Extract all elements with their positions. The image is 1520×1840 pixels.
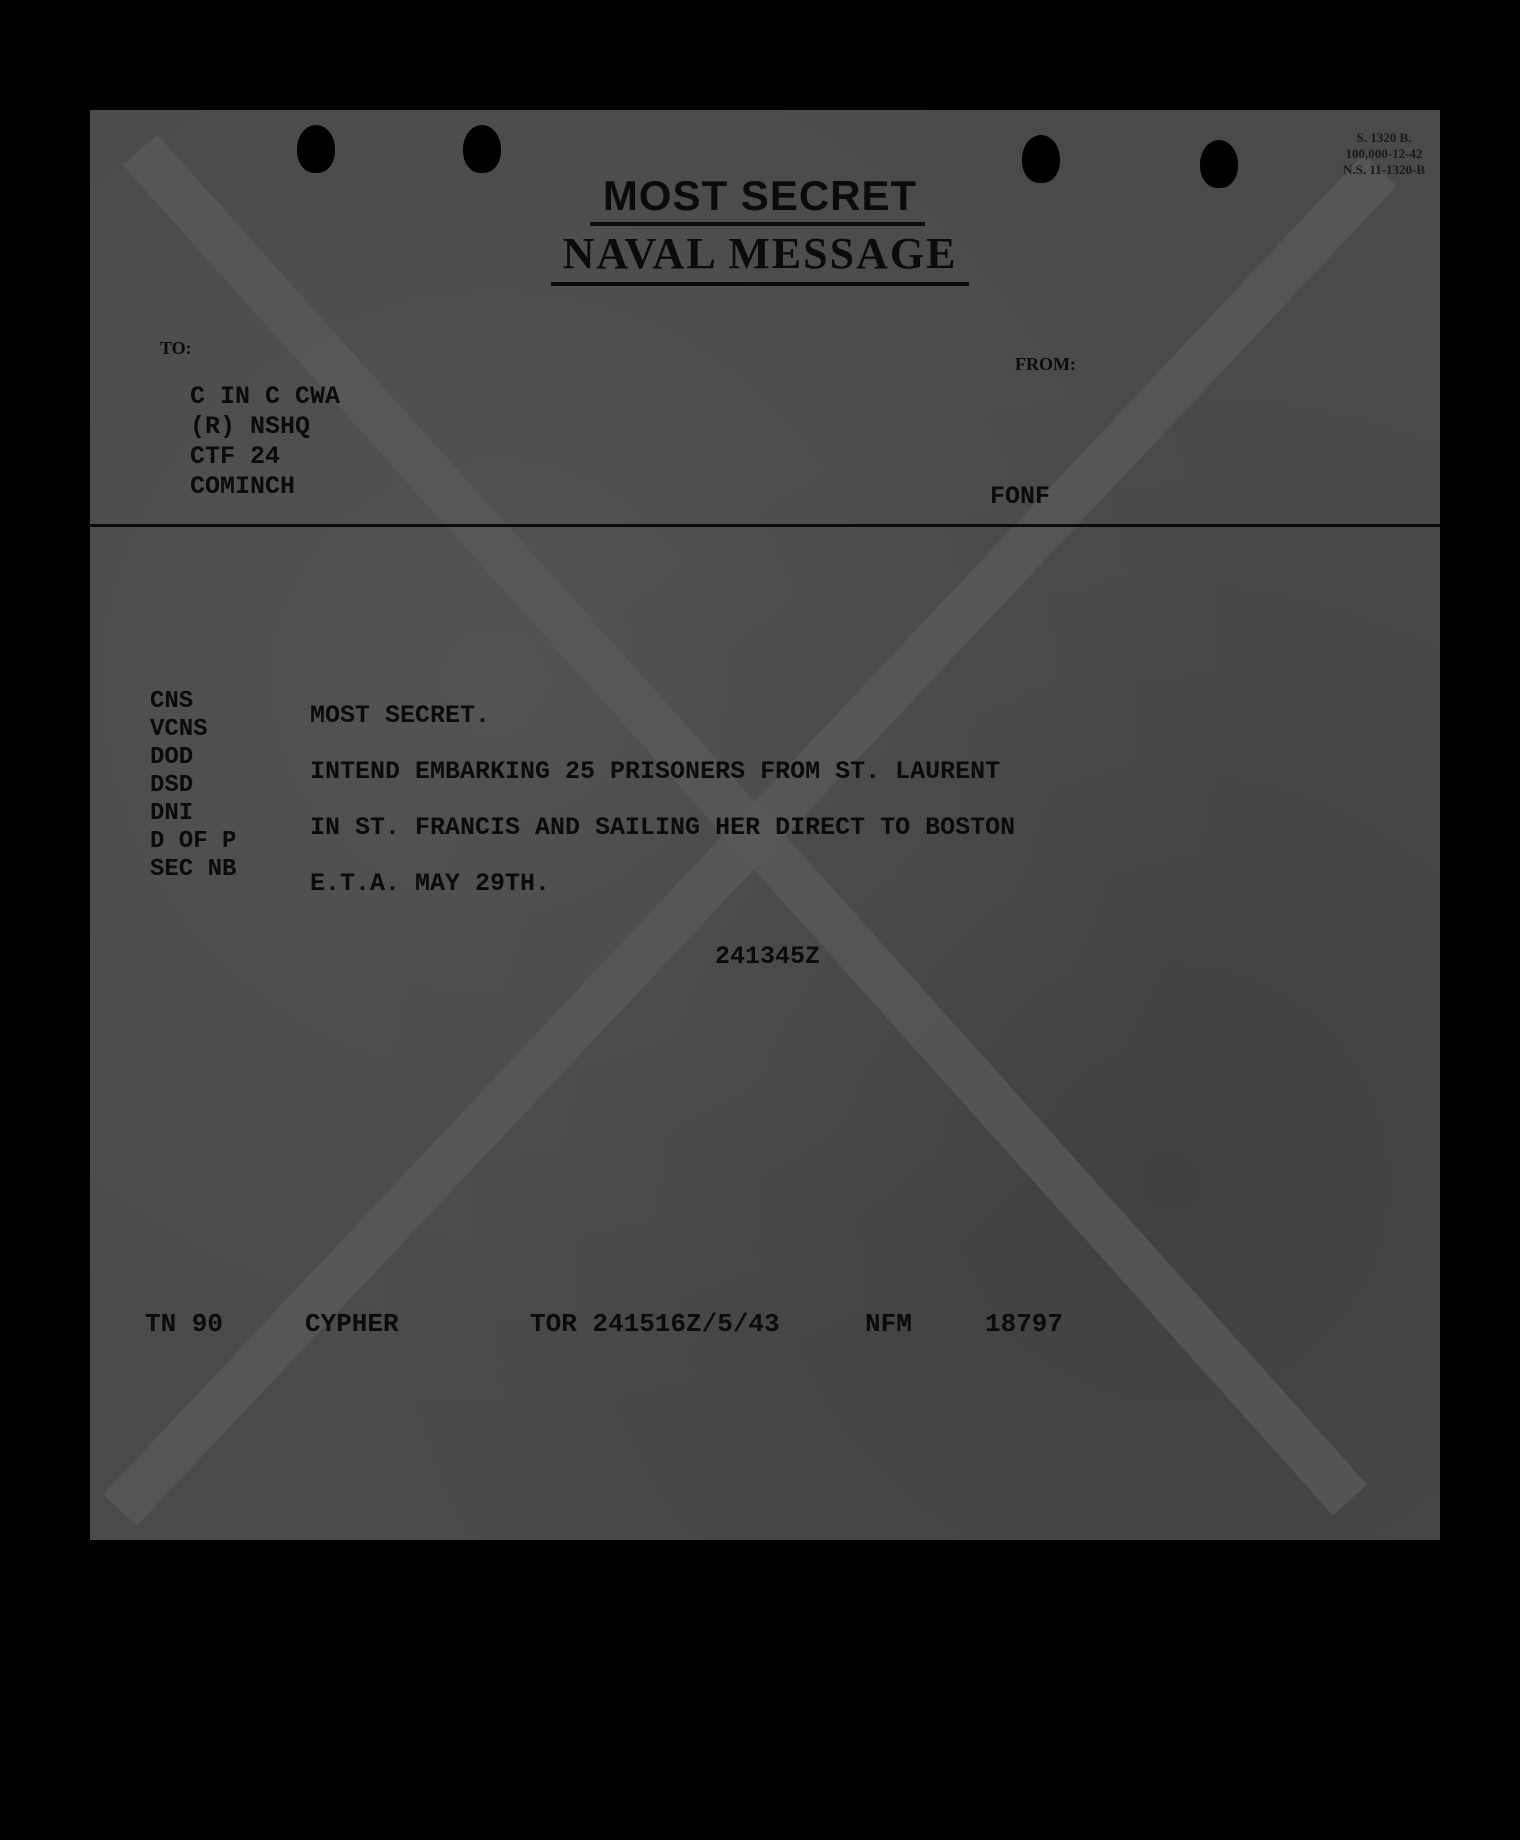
- title-underline: [551, 282, 969, 286]
- distribution-item: D OF P: [150, 828, 237, 855]
- punch-hole: [297, 125, 335, 173]
- form-code-line: N.S. 11-1320-B: [1343, 162, 1425, 177]
- message-line: MOST SECRET.: [310, 701, 491, 730]
- tn-number: TN 90: [145, 1309, 224, 1339]
- nfm-label: NFM: [865, 1309, 912, 1339]
- heading-underline: [590, 222, 925, 226]
- distribution-item: VCNS: [150, 716, 208, 743]
- message-line: E.T.A. MAY 29TH.: [310, 869, 551, 898]
- message-form-sheet: [90, 110, 1440, 1540]
- message-body: [310, 688, 1015, 912]
- punch-hole: [463, 125, 501, 173]
- message-line: IN ST. FRANCIS AND SAILING HER DIRECT TO BOSTON: [310, 813, 1016, 842]
- transmission-method: CYPHER: [305, 1309, 399, 1339]
- form-title: NAVAL MESSAGE: [562, 229, 958, 278]
- addressee: (R) NSHQ: [190, 412, 311, 441]
- serial-number: 18797: [985, 1309, 1064, 1339]
- to-label: TO:: [160, 338, 192, 358]
- distribution-list: [150, 688, 236, 884]
- distribution-item: CNS: [150, 688, 194, 715]
- from-label: FROM:: [1015, 354, 1076, 374]
- form-code-line: 100,000-12-42: [1345, 146, 1423, 161]
- addressee: C IN C CWA: [190, 382, 341, 411]
- distribution-item: SEC NB: [150, 856, 237, 883]
- time-of-receipt: TOR 241516Z/5/43: [530, 1309, 780, 1339]
- form-code: [1343, 130, 1425, 178]
- form-code-line: S. 1320 B.: [1356, 130, 1412, 145]
- distribution-item: DSD: [150, 772, 194, 799]
- to-addressees: [190, 382, 340, 502]
- header-divider: [90, 524, 1440, 527]
- message-line: INTEND EMBARKING 25 PRISONERS FROM ST. LAURENT: [310, 757, 1001, 786]
- addressee: CTF 24: [190, 442, 281, 471]
- addressee: COMINCH: [190, 472, 296, 501]
- originator: FONF: [990, 482, 1051, 511]
- distribution-item: DOD: [150, 744, 194, 771]
- date-time-group: 241345Z: [715, 942, 821, 971]
- classification-heading: MOST SECRET: [602, 172, 918, 219]
- distribution-item: DNI: [150, 800, 194, 827]
